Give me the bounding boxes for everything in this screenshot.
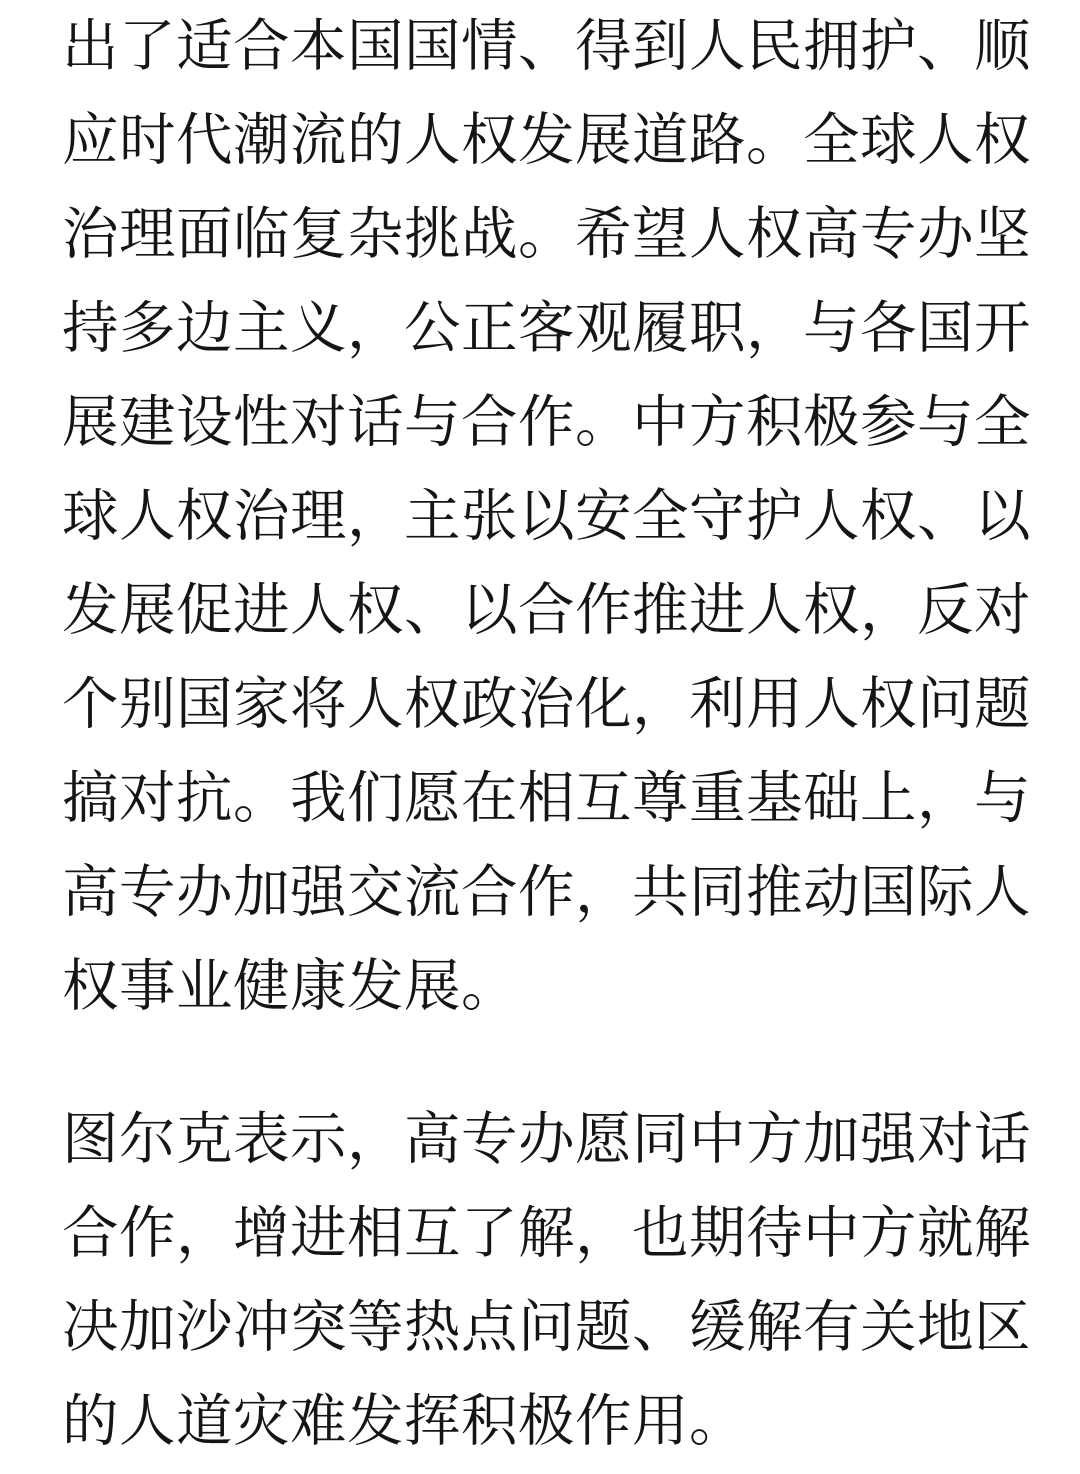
text-line: 图尔克表示，高专办愿同中方加强对话 xyxy=(62,1107,1031,1172)
text-line: 的人道灾难发挥积极作用。 xyxy=(62,1389,746,1454)
text-line: 展建设性对话与合作。中方积极参与全 xyxy=(62,390,1031,455)
text-line: 应时代潮流的人权发展道路。全球人权 xyxy=(62,108,1031,173)
paragraph-2 xyxy=(62,1093,1031,1469)
text-line: 球人权治理，主张以安全守护人权、以 xyxy=(62,484,1031,549)
text-line: 发展促进人权、以合作推进人权，反对 xyxy=(62,578,1031,643)
text-line: 搞对抗。我们愿在相互尊重基础上，与 xyxy=(62,766,1031,831)
text-line: 决加沙冲突等热点问题、缓解有关地区 xyxy=(62,1295,1031,1360)
text-line: 持多边主义，公正客观履职，与各国开 xyxy=(62,296,1031,361)
text-line: 权事业健康发展。 xyxy=(62,954,518,1019)
text-line: 合作，增进相互了解，也期待中方就解 xyxy=(62,1201,1031,1266)
text-line: 个别国家将人权政治化，利用人权问题 xyxy=(62,672,1031,737)
text-line: 出了适合本国国情、得到人民拥护、顺 xyxy=(62,14,1031,79)
text-line: 高专办加强交流合作，共同推动国际人 xyxy=(62,860,1031,925)
paragraph-1 xyxy=(62,0,1031,1034)
text-line: 治理面临复杂挑战。希望人权高专办坚 xyxy=(62,202,1031,267)
